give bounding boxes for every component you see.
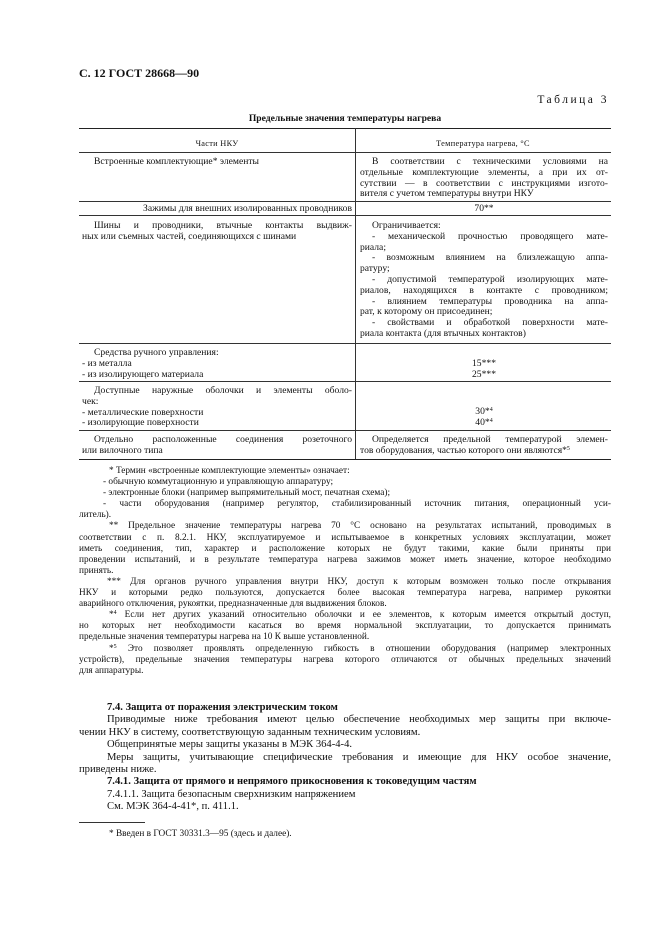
header-rule (79, 152, 611, 153)
table-cell: В соответствии с техническими условиями на отдельные комплектующие элементы, а при их от- сутствии — в соответствии с инструкциями изгото- вителя с учетом температуры внутри НКУ (360, 156, 608, 200)
table-cell: Зажимы для внешних изолированных проводников (143, 203, 352, 214)
column-divider (355, 128, 356, 459)
footnote: - части оборудования (например регулятор, стабилизированный источник питания, операционный уси- (103, 499, 611, 510)
footnote: ** Предельное значение температуры нагрева 70 °С основано на результатах испытаний, проводимых в (109, 521, 611, 532)
table-cell: Отдельно расположенные соединения розеточного или вилочного типа (82, 434, 352, 456)
footnote: аварийного отключения, рукоятки, предназначенные для выдвижения блоков. (79, 599, 387, 610)
table-cell: 70** (474, 203, 494, 214)
column-header-temperature: Температура нагрева, °С (436, 139, 530, 148)
table-cell: 30*$^4$ 40*$^4$ (475, 406, 493, 428)
table-title: Предельные значения температуры нагрева (248, 113, 442, 124)
footnote: - электронные блоки (например выпрямительный мост, печатная схема); (103, 488, 391, 499)
row-divider (79, 343, 611, 344)
footnote-separator (79, 822, 145, 823)
paragraph: Общепринятые меры защиты указаны в МЭК 364-4-4. (107, 739, 353, 751)
table-cell: Встроенные комплектующие* элементы (94, 156, 259, 167)
footnote: *** Для органов ручного управления внутри НКУ, доступ к которым возможен только после открывания (107, 576, 611, 587)
section-heading: 7.4. Защита от поражения электрическим током (107, 702, 338, 713)
subsection-heading: 7.4.1.1. Защита безопасным сверхнизким напряжением (107, 788, 356, 800)
footnote: но которых нет необходимости касаться во время нормальной эксплуатации, то допускается принимать (79, 621, 611, 632)
bottom-footnote: * Введен в ГОСТ 30331.3—95 (здесь и далее). (109, 829, 292, 839)
footnote: устройств), предельные значения температуры нагрева которого отличаются от обычных предельных значений (79, 654, 611, 665)
paragraph: См. МЭК 364-4-41*, п. 411.1. (107, 801, 239, 813)
row-divider (79, 430, 611, 431)
paragraph: приведены ниже. (79, 764, 157, 776)
paragraph: чении НКУ в систему, соответствующую заданным техническим условиям. (79, 726, 421, 738)
table-cell: Доступные наружные оболочки и элементы оболо- чек: - металлические поверхности - изолирующие поверхности (82, 385, 352, 429)
footnote: * Термин «встроенные комплектующие элементы» означает: (109, 466, 350, 476)
table-cell: Шины и проводники, втычные контакты выдвиж- ных или съемных частей, соединяющихся с шинами (82, 220, 352, 242)
table-number: Таблица 3 (537, 94, 609, 106)
table-footnotes (79, 466, 611, 677)
table-cell: 15*** 25*** (472, 358, 496, 380)
row-divider (79, 381, 611, 382)
subsection-heading: 7.4.1. Защита от прямого и непрямого прикосновения к токоведущим частям (107, 776, 477, 788)
row-divider (79, 215, 611, 216)
footnote: *$^5$ Это позволяет проявлять определенную гибкость в отношении оборудования (например электронных (109, 643, 611, 654)
footnote: соответствии с п. 8.2.1. НКУ, эксплуатируемое и испытываемое в конкретных условиях эксплуатации, может (79, 532, 611, 543)
paragraph: Меры защиты, учитывающие специфические требования и имеющие для НКУ особое значение, (107, 751, 611, 763)
footnote: для аппаратуры. (79, 665, 144, 676)
table-cell: Ограничивается: - механической прочностью проводящего мате- риала; - возможным влиянием на близлежащую аппа- ратуру; - допустимой температурой изолирующих мате- риалов, находящихся в контакте с проводником; - влиянием температуры проводника на аппа- рат, к которому он присоединен; - свойствами и обработкой поверхности мате- риала контакта (для втычных контактов) (360, 220, 608, 339)
table-top-rule (79, 128, 611, 129)
section-body (79, 702, 611, 814)
footnote: предельные значения температуры нагрева на 10 К выше установленной. (79, 632, 370, 643)
paragraph: Приводимые ниже требования имеют целью обеспечение необходимых мер защиты при включе- (107, 714, 611, 726)
table-cell: Определяется предельной температурой элемен- тов оборудования, частью которого они являются*$^5$ (360, 434, 608, 456)
footnote: *$^4$ Если нет других указаний относительно оболочки и ее элементов, к которым имеется открытый доступ, (109, 610, 611, 621)
footnote: принять. (79, 565, 114, 576)
page-header: С. 12 ГОСТ 28668—90 (79, 66, 200, 80)
table-bottom-rule (79, 459, 611, 460)
footnote: литель). (79, 510, 112, 521)
table-cell: Средства ручного управления: - из металла - из изолирующего материала (82, 347, 219, 380)
footnote: - обычную коммутационную и управляющую аппаратуру; (103, 477, 334, 488)
column-header-parts: Части НКУ (195, 139, 239, 148)
footnote: проведении испытаний, и в результате температура нагрева зажимов может иметь значение, которое необходимо (79, 554, 611, 565)
row-divider (79, 201, 611, 202)
footnote: иметь соединения, тип, характер и расположение которых не будут такими, какие были приняты при (79, 543, 611, 554)
footnote: НКУ и которыми редко пользуются, допускается более высокая температура нагрева, например рукоятки (79, 588, 611, 599)
